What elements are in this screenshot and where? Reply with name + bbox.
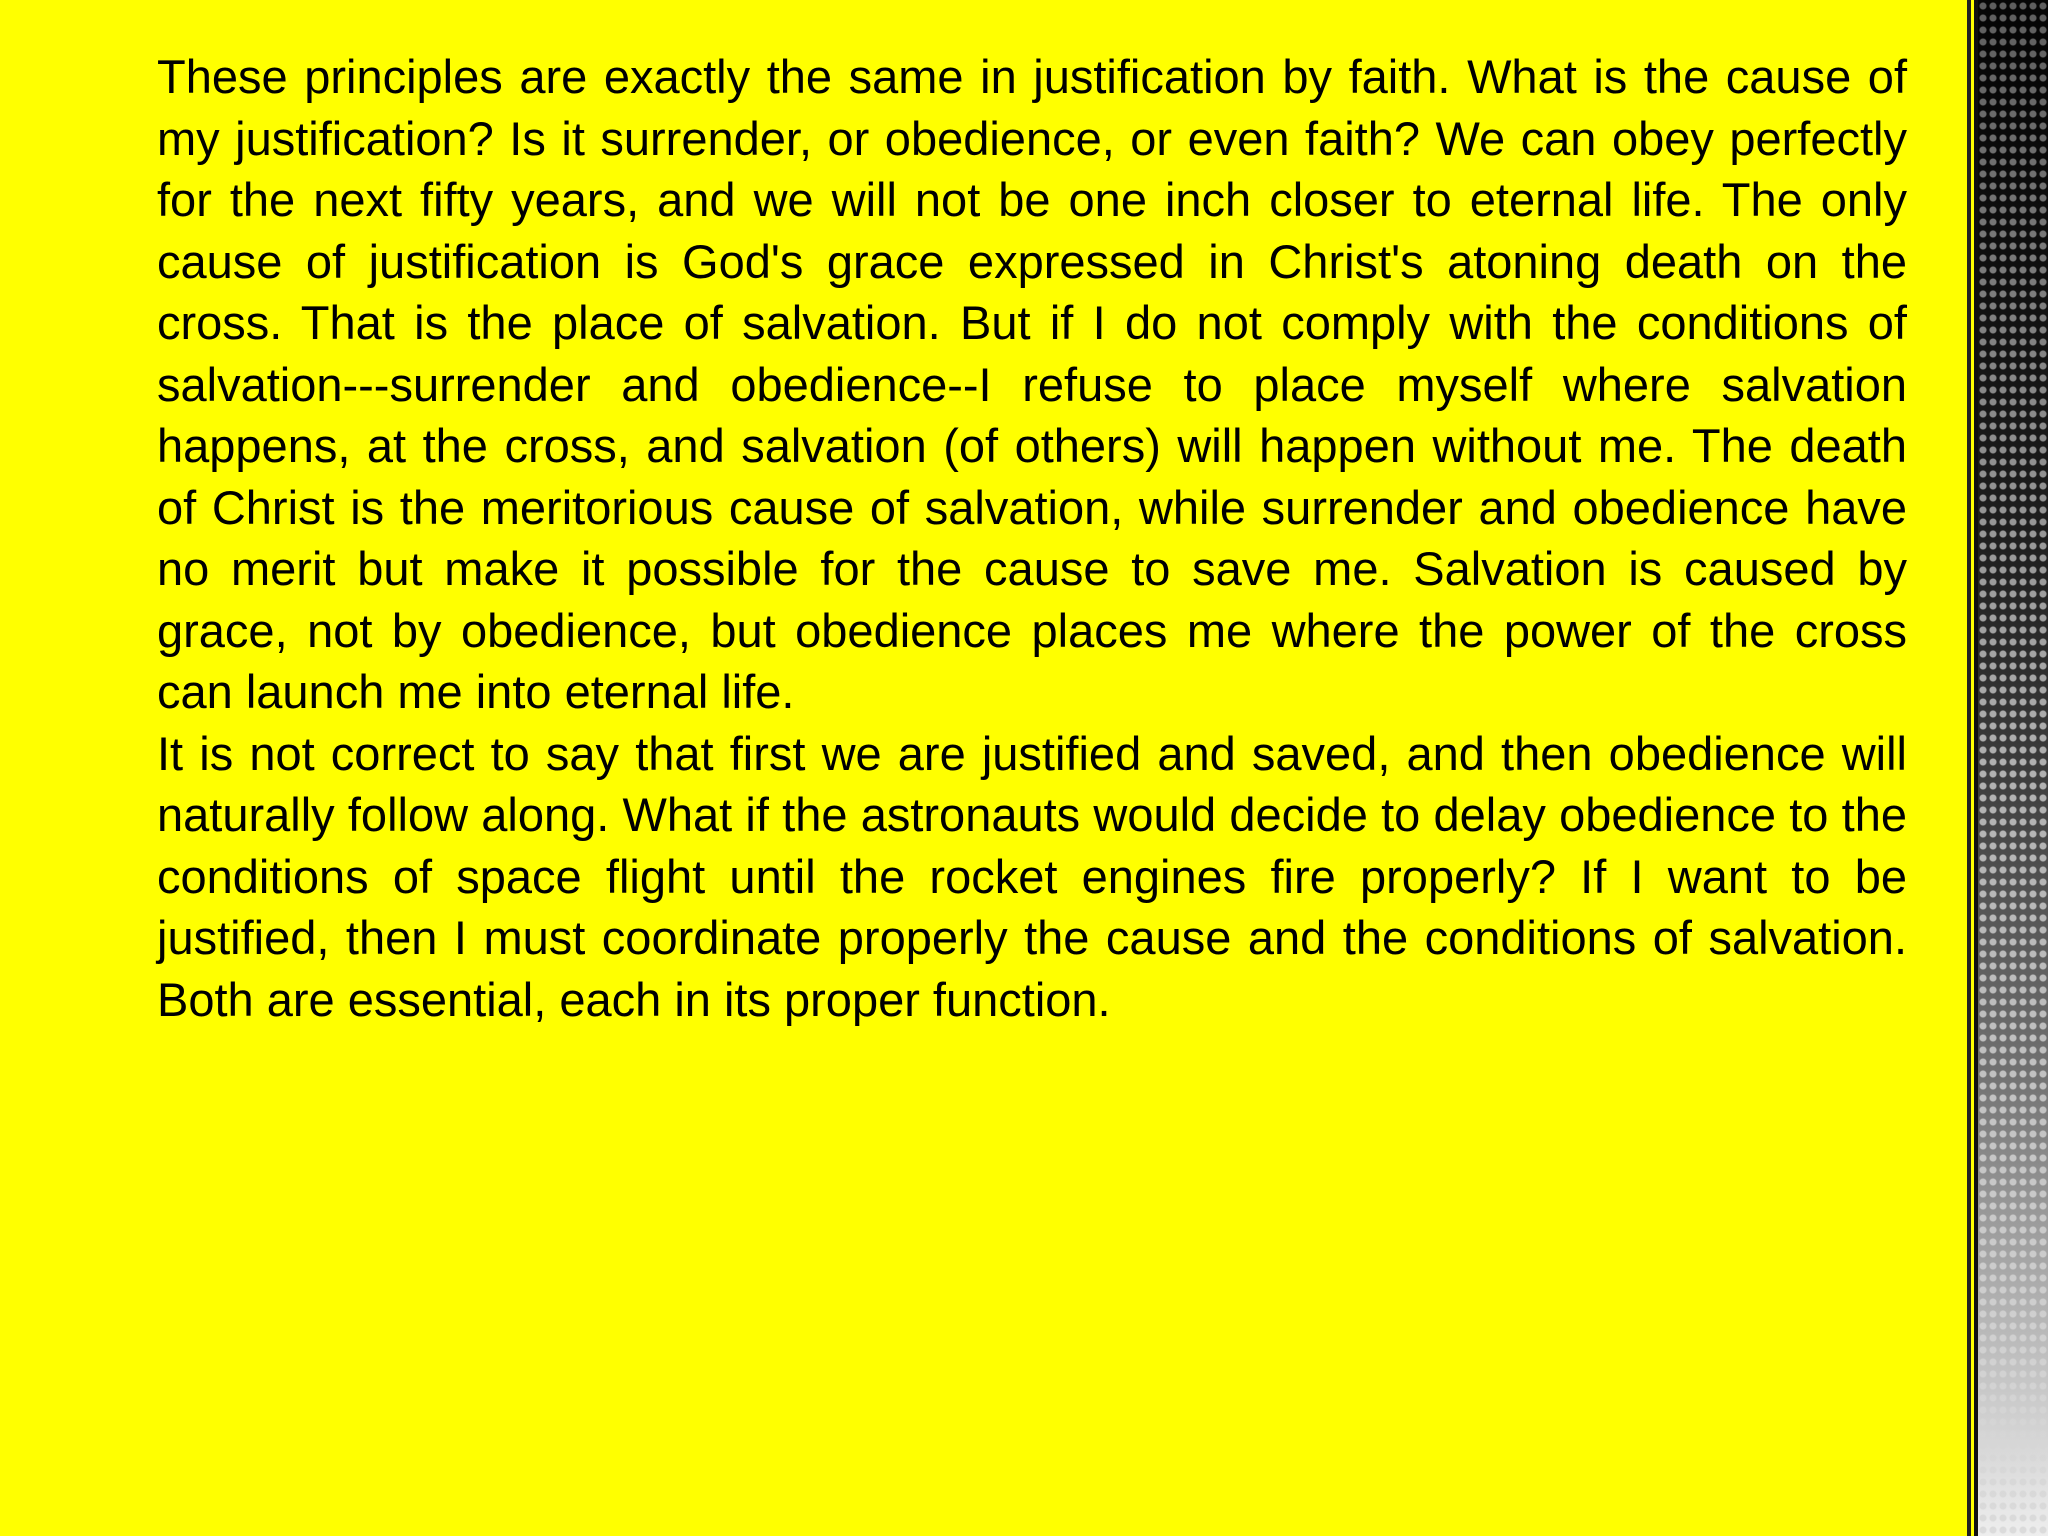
paragraph-1: These principles are exactly the same in justification by faith. What is the cause of my justification? Is it surrender, or obedience, or even faith? We can obey perfectly for the next fifty years, and we will not be one inch closer to eternal life. The only cause of justification is God's grace expressed in Christ's atoning death on the cross. That is the place of salvation. But if I do not comply with the conditions of salvation---surrender and obedience--I refuse to place myself where salvation happens, at the cross, and salvation (of others) will happen without me. The death of Christ is the meritorious cause of salvation, while surrender and obedience have no merit but make it possible for the cause to save me. Salvation is caused by grace, not by obedience, but obedience places me where the power of the cross can launch me into eternal life. [157,50,1907,718]
slide-body-text [157,46,1907,1030]
paragraph-2: It is not correct to say that first we are justified and saved, and then obedience will naturally follow along. What if the astronauts would decide to delay obedience to the conditions of space flight until the rocket engines fire properly? If I want to be justified, then I must coordinate properly the cause and the conditions of salvation. Both are essential, each in its proper function. [157,726,1907,1026]
decorative-side-strip [1974,0,2048,1536]
